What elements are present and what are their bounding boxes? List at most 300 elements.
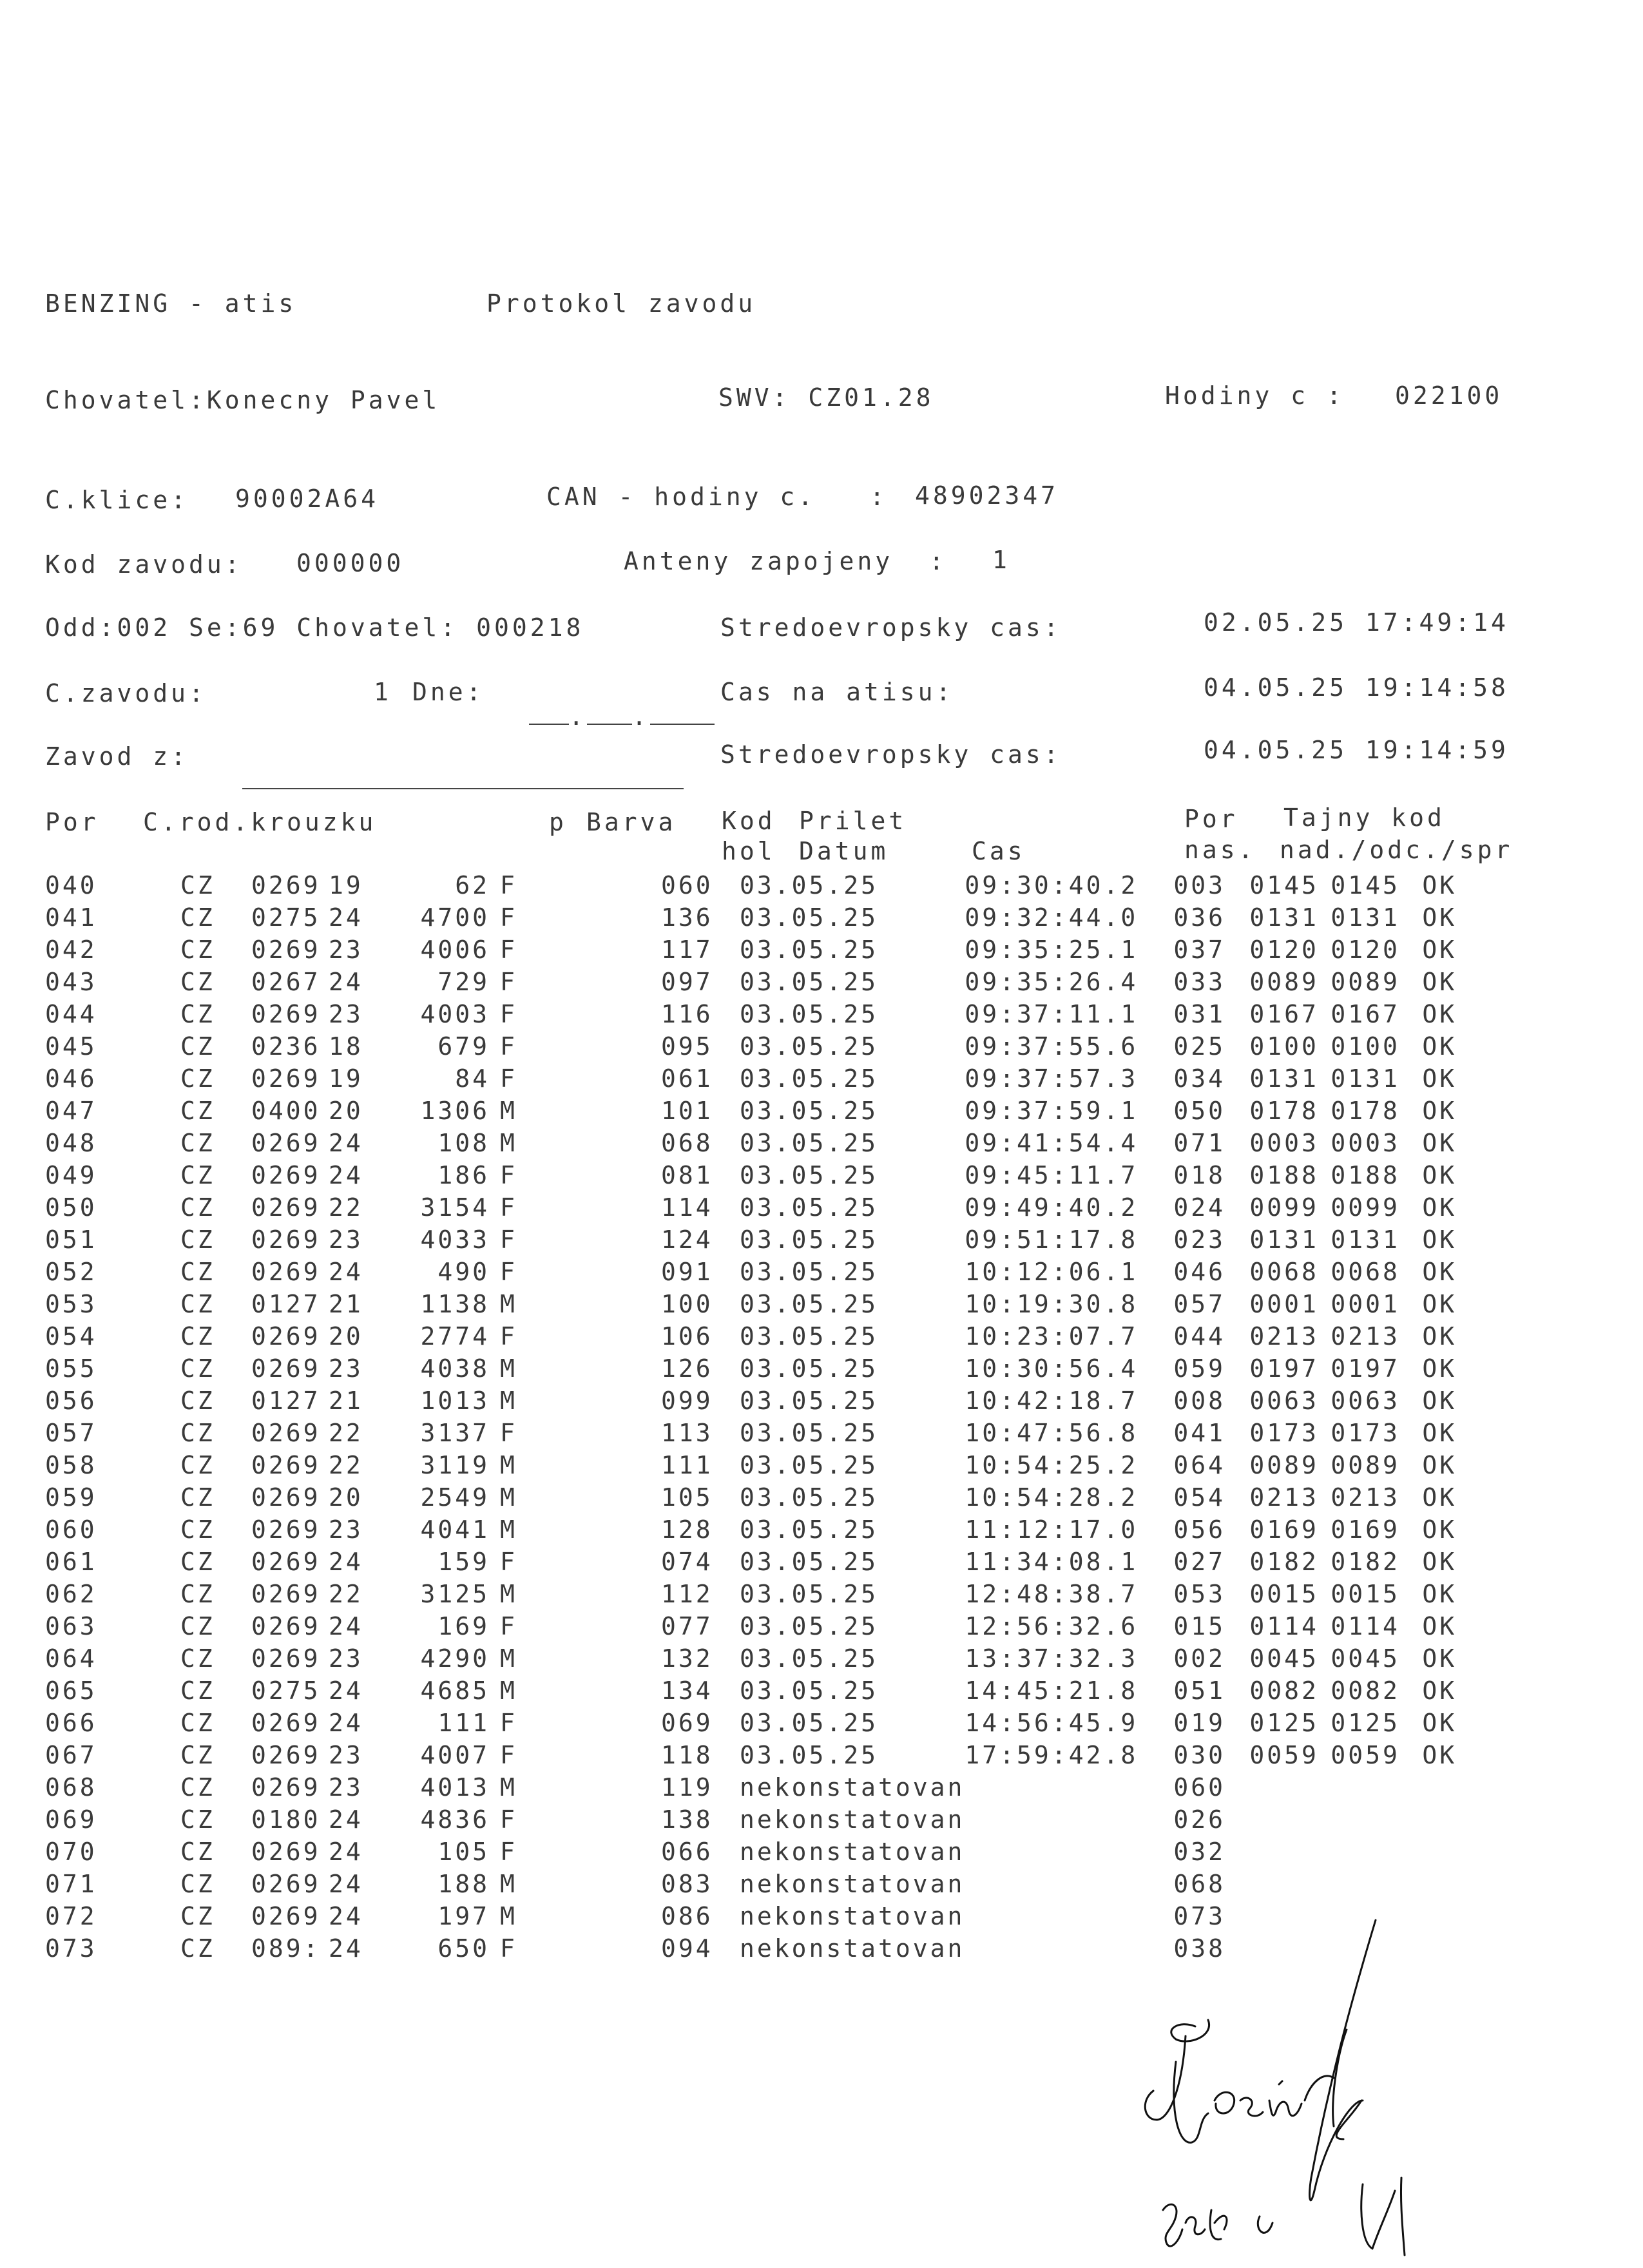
row-ring-number: 4033	[420, 1225, 490, 1254]
row-secret-odc: 0082	[1331, 1677, 1400, 1705]
row-order: 025	[1173, 1032, 1226, 1061]
row-order: 002	[1173, 1644, 1226, 1673]
row-status: OK	[1422, 1741, 1457, 1769]
table-row	[45, 1612, 1461, 1644]
breeder-label: Chovatel:Konecny Pavel	[45, 386, 441, 414]
row-sex: M	[500, 1515, 517, 1544]
row-arrival-date: nekonstatovan	[740, 1838, 965, 1866]
row-ring-number: 111	[437, 1709, 490, 1737]
row-secret-nad: 0131	[1249, 903, 1319, 932]
row-clock-code: 111	[661, 1451, 713, 1479]
row-arrival-time: 10:12:06.1	[965, 1258, 1139, 1286]
row-country: CZ	[180, 1644, 215, 1673]
row-status: OK	[1422, 1419, 1457, 1447]
row-ring-year: 24	[329, 1709, 363, 1737]
row-ring-year: 20	[329, 1097, 363, 1125]
row-ring-year: 23	[329, 1000, 363, 1028]
row-ring-club: 0269	[251, 1548, 321, 1576]
row-ring-club: 0269	[251, 1258, 321, 1286]
row-secret-odc: 0178	[1331, 1097, 1400, 1125]
row-country: CZ	[180, 1934, 215, 1963]
row-arrival-time: 09:35:25.1	[965, 936, 1139, 964]
row-arrival-date: nekonstatovan	[740, 1773, 965, 1802]
row-secret-nad: 0082	[1249, 1677, 1319, 1705]
row-arrival-date: 03.05.25	[740, 1225, 879, 1254]
row-arrival-date: 03.05.25	[740, 871, 879, 899]
row-arrival-time: 09:37:11.1	[965, 1000, 1139, 1028]
row-ring-club: 0275	[251, 1677, 321, 1705]
row-ring-number: 1013	[420, 1387, 490, 1415]
table-row	[45, 1773, 1461, 1805]
row-order: 053	[1173, 1580, 1226, 1608]
row-order: 046	[1173, 1258, 1226, 1286]
row-country: CZ	[180, 968, 215, 996]
row-por: 055	[45, 1354, 97, 1383]
row-clock-code: 091	[661, 1258, 713, 1286]
row-order: 015	[1173, 1612, 1226, 1640]
row-ring-number: 3125	[420, 1580, 490, 1608]
row-ring-number: 2549	[420, 1483, 490, 1512]
row-order: 073	[1173, 1902, 1226, 1930]
table-row	[45, 1419, 1461, 1451]
row-status: OK	[1422, 936, 1457, 964]
row-ring-number: 105	[437, 1838, 490, 1866]
row-secret-nad: 0120	[1249, 936, 1319, 964]
row-clock-code: 060	[661, 871, 713, 899]
table-row	[45, 1644, 1461, 1677]
row-country: CZ	[180, 936, 215, 964]
row-sex: F	[500, 1419, 517, 1447]
swv-version: SWV: CZ01.28	[718, 383, 934, 412]
row-secret-nad: 0001	[1249, 1290, 1319, 1318]
row-arrival-time: 09:30:40.2	[965, 871, 1139, 899]
row-ring-club: 0269	[251, 1451, 321, 1479]
row-ring-year: 24	[329, 1902, 363, 1930]
row-arrival-time	[965, 1838, 1173, 1870]
row-clock-code: 132	[661, 1644, 713, 1673]
row-ring-club: 0269	[251, 1644, 321, 1673]
row-ring-year: 22	[329, 1193, 363, 1222]
row-ring-year: 24	[329, 968, 363, 996]
col-header-nas: nas.	[1184, 836, 1256, 864]
row-ring-year: 18	[329, 1032, 363, 1061]
row-order: 034	[1173, 1064, 1226, 1093]
row-sex: M	[500, 1773, 517, 1802]
table-row	[45, 871, 1461, 903]
row-ring-number: 1306	[420, 1097, 490, 1125]
row-arrival-date: nekonstatovan	[740, 1902, 965, 1930]
row-status: OK	[1422, 1677, 1457, 1705]
row-sex: F	[500, 1709, 517, 1737]
row-country: CZ	[180, 1258, 215, 1286]
table-row	[45, 1322, 1461, 1354]
row-clock-code: 116	[661, 1000, 713, 1028]
row-secret-nad: 0182	[1249, 1548, 1319, 1576]
row-secret-odc: 0015	[1331, 1580, 1400, 1608]
row-secret-odc: 0145	[1331, 871, 1400, 899]
row-country: CZ	[180, 1483, 215, 1512]
col-header-p: p	[549, 808, 567, 836]
row-arrival-date: 03.05.25	[740, 1612, 879, 1640]
row-arrival-date: 03.05.25	[740, 1515, 879, 1544]
row-ring-year: 24	[329, 903, 363, 932]
row-ring-number: 3119	[420, 1451, 490, 1479]
row-ring-year: 23	[329, 1773, 363, 1802]
row-secret-nad: 0059	[1249, 1741, 1319, 1769]
row-sex: F	[500, 871, 517, 899]
row-arrival-time: 11:12:17.0	[965, 1515, 1139, 1544]
row-ring-club: 0269	[251, 936, 321, 964]
row-secret-odc: 0089	[1331, 1451, 1400, 1479]
table-row	[45, 1000, 1461, 1032]
row-sex: M	[500, 1644, 517, 1673]
row-sex: F	[500, 1934, 517, 1963]
row-country: CZ	[180, 1290, 215, 1318]
row-clock-code: 118	[661, 1741, 713, 1769]
row-ring-number: 4041	[420, 1515, 490, 1544]
row-sex: M	[500, 1451, 517, 1479]
row-arrival-time: 09:51:17.8	[965, 1225, 1139, 1254]
row-ring-year: 24	[329, 1548, 363, 1576]
table-row	[45, 1290, 1461, 1322]
row-secret-nad: 0003	[1249, 1129, 1319, 1157]
cet-value-1: 02.05.25 17:49:14	[1204, 608, 1509, 637]
row-clock-code: 124	[661, 1225, 713, 1254]
row-arrival-date: 03.05.25	[740, 1322, 879, 1350]
row-ring-year: 23	[329, 1225, 363, 1254]
row-order: 037	[1173, 936, 1226, 964]
row-secret-nad: 0213	[1249, 1483, 1319, 1512]
table-row	[45, 1225, 1461, 1258]
row-country: CZ	[180, 903, 215, 932]
row-secret-odc	[1331, 1870, 1422, 1902]
atis-time-label: Cas na atisu:	[720, 678, 954, 706]
row-status: OK	[1422, 1483, 1457, 1512]
row-ring-number: 197	[437, 1902, 490, 1930]
row-ring-year: 22	[329, 1580, 363, 1608]
row-por: 053	[45, 1290, 97, 1318]
row-por: 060	[45, 1515, 97, 1544]
row-ring-number: 650	[437, 1934, 490, 1963]
row-country: CZ	[180, 1193, 215, 1222]
table-row	[45, 1515, 1461, 1548]
row-secret-nad: 0167	[1249, 1000, 1319, 1028]
row-status: OK	[1422, 1580, 1457, 1608]
row-order: 019	[1173, 1709, 1226, 1737]
row-ring-year: 23	[329, 1741, 363, 1769]
row-ring-number: 4006	[420, 936, 490, 964]
row-status: OK	[1422, 1129, 1457, 1157]
row-ring-year: 23	[329, 1354, 363, 1383]
row-secret-nad	[1249, 1773, 1331, 1805]
row-secret-nad: 0125	[1249, 1709, 1319, 1737]
row-sex: F	[500, 1838, 517, 1866]
row-order: 068	[1173, 1870, 1226, 1898]
row-order: 051	[1173, 1677, 1226, 1705]
table-row	[45, 903, 1461, 936]
row-arrival-date: nekonstatovan	[740, 1934, 965, 1963]
row-ring-club: 0269	[251, 1870, 321, 1898]
row-ring-year: 24	[329, 1934, 363, 1963]
row-ring-number: 159	[437, 1548, 490, 1576]
row-country: CZ	[180, 1838, 215, 1866]
row-ring-club: 0269	[251, 1064, 321, 1093]
row-order: 050	[1173, 1097, 1226, 1125]
can-value: 48902347	[915, 481, 1059, 510]
row-country: CZ	[180, 1387, 215, 1415]
row-arrival-time: 09:35:26.4	[965, 968, 1139, 996]
row-secret-nad: 0131	[1249, 1225, 1319, 1254]
row-order: 044	[1173, 1322, 1226, 1350]
row-country: CZ	[180, 1773, 215, 1802]
row-order: 064	[1173, 1451, 1226, 1479]
cet-value-2: 04.05.25 19:14:59	[1204, 736, 1509, 764]
row-status: OK	[1422, 871, 1457, 899]
row-status: OK	[1422, 1387, 1457, 1415]
row-country: CZ	[180, 1902, 215, 1930]
row-arrival-time: 17:59:42.8	[965, 1741, 1139, 1769]
table-row	[45, 936, 1461, 968]
row-clock-code: 061	[661, 1064, 713, 1093]
row-arrival-date: 03.05.25	[740, 936, 879, 964]
row-sex: F	[500, 1225, 517, 1254]
row-secret-odc	[1331, 1805, 1422, 1838]
row-arrival-date: 03.05.25	[740, 1064, 879, 1093]
table-row	[45, 1193, 1461, 1225]
row-ring-year: 24	[329, 1838, 363, 1866]
row-order: 018	[1173, 1161, 1226, 1189]
row-clock-code: 112	[661, 1580, 713, 1608]
col-header-nad-odc-spr: nad./odc./spr	[1280, 836, 1513, 864]
row-ring-year: 22	[329, 1419, 363, 1447]
row-ring-year: 24	[329, 1612, 363, 1640]
row-arrival-time: 10:54:25.2	[965, 1451, 1139, 1479]
row-order: 031	[1173, 1000, 1226, 1028]
system-name: BENZING - atis	[45, 289, 297, 318]
row-secret-odc: 0131	[1331, 1064, 1400, 1093]
row-secret-odc: 0167	[1331, 1000, 1400, 1028]
row-status: OK	[1422, 1548, 1457, 1576]
row-arrival-time: 10:42:18.7	[965, 1387, 1139, 1415]
row-secret-nad	[1249, 1838, 1331, 1870]
row-status: OK	[1422, 1258, 1457, 1286]
row-secret-nad: 0188	[1249, 1161, 1319, 1189]
row-secret-nad	[1249, 1870, 1331, 1902]
row-por: 047	[45, 1097, 97, 1125]
row-secret-nad: 0169	[1249, 1515, 1319, 1544]
row-clock-code: 134	[661, 1677, 713, 1705]
row-order: 032	[1173, 1838, 1226, 1866]
table-row	[45, 1451, 1461, 1483]
row-secret-odc: 0045	[1331, 1644, 1400, 1673]
row-por: 068	[45, 1773, 97, 1802]
row-secret-odc: 0003	[1331, 1129, 1400, 1157]
row-arrival-date: 03.05.25	[740, 1644, 879, 1673]
row-arrival-date: 03.05.25	[740, 1000, 879, 1028]
row-arrival-date: 03.05.25	[740, 903, 879, 932]
col-header-prilet: Prilet	[799, 807, 907, 835]
row-arrival-time: 12:56:32.6	[965, 1612, 1139, 1640]
row-status: OK	[1422, 903, 1457, 932]
race-number-label: C.zavodu:	[45, 679, 207, 707]
row-sex: M	[500, 1870, 517, 1898]
row-arrival-time: 14:45:21.8	[965, 1677, 1139, 1705]
row-order: 027	[1173, 1548, 1226, 1576]
col-header-kod: Kod	[722, 807, 776, 835]
row-clock-code: 094	[661, 1934, 713, 1963]
row-country: CZ	[180, 1580, 215, 1608]
row-por: 070	[45, 1838, 97, 1866]
row-ring-club: 0269	[251, 1580, 321, 1608]
row-status: OK	[1422, 1193, 1457, 1222]
row-ring-club: 0269	[251, 1322, 321, 1350]
row-status: OK	[1422, 1709, 1457, 1737]
row-por: 054	[45, 1322, 97, 1350]
col-header-ring: C.rod.krouzku	[143, 808, 377, 836]
row-secret-nad: 0099	[1249, 1193, 1319, 1222]
row-country: CZ	[180, 1322, 215, 1350]
row-ring-club: 0180	[251, 1805, 321, 1834]
row-sex: F	[500, 936, 517, 964]
row-arrival-time: 10:23:07.7	[965, 1322, 1139, 1350]
row-ring-club: 0275	[251, 903, 321, 932]
key-label: C.klice:	[45, 486, 189, 514]
row-status: OK	[1422, 1515, 1457, 1544]
row-arrival-date: 03.05.25	[740, 1387, 879, 1415]
row-country: CZ	[180, 1097, 215, 1125]
row-order: 041	[1173, 1419, 1226, 1447]
row-ring-number: 3137	[420, 1419, 490, 1447]
row-ring-year: 24	[329, 1129, 363, 1157]
row-status: OK	[1422, 1290, 1457, 1318]
row-sex: F	[500, 1322, 517, 1350]
row-por: 042	[45, 936, 97, 964]
row-secret-odc: 0182	[1331, 1548, 1400, 1576]
row-ring-club: 0269	[251, 1773, 321, 1802]
row-clock-code: 068	[661, 1129, 713, 1157]
row-status: OK	[1422, 1032, 1457, 1061]
row-sex: F	[500, 1161, 517, 1189]
row-ring-year: 23	[329, 936, 363, 964]
row-ring-club: 0400	[251, 1097, 321, 1125]
row-secret-nad: 0089	[1249, 1451, 1319, 1479]
row-secret-odc: 0099	[1331, 1193, 1400, 1222]
row-ring-club: 0269	[251, 1838, 321, 1866]
row-secret-odc: 0169	[1331, 1515, 1400, 1544]
row-ring-club: 0269	[251, 1000, 321, 1028]
row-order: 057	[1173, 1290, 1226, 1318]
row-arrival-date: 03.05.25	[740, 1741, 879, 1769]
table-row	[45, 1387, 1461, 1419]
row-ring-number: 62	[455, 871, 490, 899]
row-clock-code: 136	[661, 903, 713, 932]
col-header-cas: Cas	[972, 837, 1026, 865]
key-value: 90002A64	[235, 485, 380, 513]
row-country: CZ	[180, 1677, 215, 1705]
row-secret-nad: 0015	[1249, 1580, 1319, 1608]
row-status	[1422, 1838, 1461, 1870]
row-secret-odc: 0173	[1331, 1419, 1400, 1447]
row-secret-odc: 0213	[1331, 1483, 1400, 1512]
row-sex: M	[500, 1483, 517, 1512]
row-arrival-date: 03.05.25	[740, 1161, 879, 1189]
row-arrival-time: 10:54:28.2	[965, 1483, 1139, 1512]
row-ring-year: 24	[329, 1805, 363, 1834]
row-arrival-date: nekonstatovan	[740, 1805, 965, 1834]
row-arrival-date: 03.05.25	[740, 1483, 879, 1512]
row-arrival-date: 03.05.25	[740, 1032, 879, 1061]
row-ring-club: 0269	[251, 1483, 321, 1512]
row-ring-club: 0269	[251, 1225, 321, 1254]
row-ring-number: 4290	[420, 1644, 490, 1673]
row-secret-nad: 0173	[1249, 1419, 1319, 1447]
row-secret-nad: 0145	[1249, 871, 1319, 899]
row-sex: M	[500, 1290, 517, 1318]
row-sex: F	[500, 903, 517, 932]
row-country: CZ	[180, 1709, 215, 1737]
row-country: CZ	[180, 1741, 215, 1769]
row-ring-year: 22	[329, 1451, 363, 1479]
row-status: OK	[1422, 1000, 1457, 1028]
row-ring-club: 0236	[251, 1032, 321, 1061]
table-row	[45, 1129, 1461, 1161]
row-por: 050	[45, 1193, 97, 1222]
row-clock-code: 069	[661, 1709, 713, 1737]
row-arrival-date: 03.05.25	[740, 1258, 879, 1286]
row-ring-club: 0127	[251, 1387, 321, 1415]
row-por: 052	[45, 1258, 97, 1286]
row-order: 071	[1173, 1129, 1226, 1157]
row-clock-code: 097	[661, 968, 713, 996]
row-sex: M	[500, 1677, 517, 1705]
cet-label-1: Stredoevropsky cas:	[720, 613, 1062, 642]
row-secret-nad: 0131	[1249, 1064, 1319, 1093]
row-order: 038	[1173, 1934, 1226, 1963]
row-ring-number: 4700	[420, 903, 490, 932]
row-status: OK	[1422, 968, 1457, 996]
row-status	[1422, 1870, 1461, 1902]
row-order: 056	[1173, 1515, 1226, 1544]
row-secret-odc: 0059	[1331, 1741, 1400, 1769]
row-order: 033	[1173, 968, 1226, 996]
row-country: CZ	[180, 1000, 215, 1028]
row-secret-odc: 0131	[1331, 903, 1400, 932]
row-ring-club: 0269	[251, 1741, 321, 1769]
row-por: 059	[45, 1483, 97, 1512]
row-por: 058	[45, 1451, 97, 1479]
row-country: CZ	[180, 1161, 215, 1189]
row-clock-code: 113	[661, 1419, 713, 1447]
row-clock-code: 101	[661, 1097, 713, 1125]
row-ring-number: 4685	[420, 1677, 490, 1705]
row-sex: F	[500, 1548, 517, 1576]
row-status: OK	[1422, 1322, 1457, 1350]
row-status: OK	[1422, 1225, 1457, 1254]
row-status	[1422, 1805, 1461, 1838]
row-secret-odc: 0188	[1331, 1161, 1400, 1189]
row-ring-year: 24	[329, 1161, 363, 1189]
clock-label: Hodiny c :	[1165, 381, 1345, 410]
row-arrival-time: 09:37:57.3	[965, 1064, 1139, 1093]
row-arrival-time: 10:47:56.8	[965, 1419, 1139, 1447]
row-ring-club: 0269	[251, 1129, 321, 1157]
row-por: 072	[45, 1902, 97, 1930]
antennas-label: Anteny zapojeny :	[624, 547, 947, 575]
row-secret-odc: 0197	[1331, 1354, 1400, 1383]
row-secret-nad: 0114	[1249, 1612, 1319, 1640]
row-secret-nad: 0197	[1249, 1354, 1319, 1383]
row-secret-nad: 0045	[1249, 1644, 1319, 1673]
